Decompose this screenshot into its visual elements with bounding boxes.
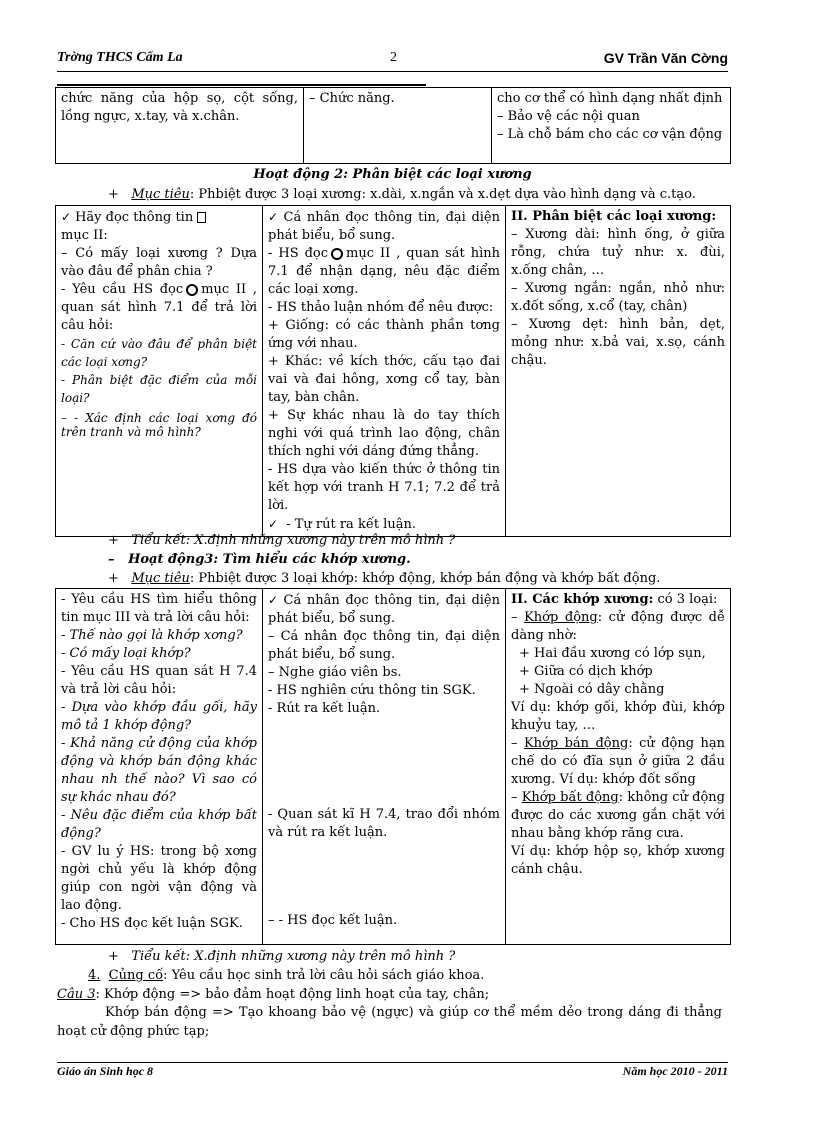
footer-rule <box>57 1062 728 1063</box>
circle-icon <box>186 284 198 296</box>
activity2-title: Hoạt động 2: Phân biệt các loại xương <box>253 167 532 182</box>
student-activity-col: ✓ Cá nhân đọc thông tin, đại diện phát biểu, bổ sung. – Cá nhân đọc thông tin, đại diện phát biểu, bổ sung. – Nghe giáo viên bs. - HS nghiên cứu thông tin SGK. - Rút ra kết luận. - Quan sát kĩ H 7.4, trao đổi nhóm và rút ra kết luận. – - HS đọc kết luận. <box>263 589 506 945</box>
table1-col3: cho cơ thể có hình dạng nhất định – Bảo vệ các nội quan – Là chỗ bám cho các cơ vận động <box>492 88 731 164</box>
circle-icon <box>331 248 343 260</box>
activity3-title: – Hoạt động3: Tìm hiểu các khớp xương. <box>108 552 411 567</box>
table-joints <box>55 588 731 945</box>
content-col: II. Phân biệt các loại xương: – Xương dài: hình ống, ở giữa rỗng, chứa tuỷ như: x. đùi, x.ống chân, … – Xương ngắn: ngắn, nhỏ như: x.đốt sống, x.cổ (tay, chân) – Xương dẹt: hình bản, dẹt, mỏng như: x.bả vai, x.sọ, cánh chậu. <box>506 206 731 537</box>
table1-col2: – Chức năng. <box>304 88 492 164</box>
content-col: II. Các khớp xương: có 3 loại: – Khớp động: cử động được dễ dàng nhờ: + Hai đầu xương có lớp sụn, + Giữa có dịch khớp + Ngoài có dây chằng Ví dụ: khớp gối, khớp đùi, khớp khuỷu tay, … – Khớp bán động: cử động hạn chế do có đĩa sụn ở giữa 2 đầu xương. Ví dụ: khớp đốt sống – Khớp bất động: không cử động được do các xương gắn chặt với nhau bằng khớp răng cưa. Ví dụ: khớp hộp sọ, khớp xương cánh chậu. <box>506 589 731 945</box>
page-number: 2 <box>390 50 397 65</box>
student-activity-col: ✓ Cá nhân đọc thông tin, đại diện phát biểu, bổ sung. - HS đọc mục II , quan sát hình 7.1 để nhận dạng, nêu đặc điểm các loại xơng. - HS thảo luận nhóm để nêu được: + Giống: có các thành phần tơng ứng với nhau. + Khác: về kích thớc, cấu tạo đai vai và đai hông, xơng cổ tay, bàn tay, bàn chân. + Sự khác nhau là do tay thích nghi với quá trình lao động, chân thích nghi với dáng đứng thẳng. - HS dựa vào kiến thức ở thông tin kết hợp với tranh H 7.1; 7.2 để trả lời. ✓ - Tự rút ra kết luận. <box>263 206 506 537</box>
check-icon: ✓ <box>268 210 280 224</box>
question-3-cont: Khớp bán động => Tạo khoang bảo vệ (ngực) và giúp cơ thể mềm dẻo trong dáng đi thẳng hoạt cử động phức tạp; <box>57 1005 722 1039</box>
school-name: Trờng THCS Cẩm La <box>57 50 183 65</box>
header-rule-short <box>57 84 426 86</box>
box-icon <box>197 212 206 223</box>
table-continuation <box>55 87 731 164</box>
table1-col1: chức năng của hộp sọ, cột sống, lồng ngực, x.tay, và x.chân. <box>56 88 304 164</box>
footer-right: Năm học 2010 - 2011 <box>622 1064 728 1078</box>
teacher-activity-col: ✓ Hãy đọc thông tin mục II: – Có mấy loại xương ? Dựa vào đâu để phân chia ? - Yêu cầu HS đọc mục II , quan sát hình 7.1 để trả lời câu hỏi: - Căn cứ vào đâu để phân biệt các loại xơng? - Phân biệt đặc điểm của mỗi loại? – - Xác định các loại xơng đó trên tranh và mô hình? <box>56 206 263 537</box>
teacher-name: GV Trần Văn Cờng <box>603 50 728 66</box>
check-icon: ✓ <box>268 517 279 531</box>
activity3-objective: + Mục tiêu: Phbiệt được 3 loại khớp: khớp động, khớp bán động và khớp bất động. <box>108 571 661 586</box>
summary-2: + Tiểu kết: X.định những xương này trên mô hình ? <box>108 533 456 548</box>
header-rule <box>57 71 728 72</box>
footer-left: Giáo án Sinh học 8 <box>57 1064 154 1078</box>
summary-3: + Tiểu kết: X.định những xương này trên mô hình ? <box>108 949 456 964</box>
page-header <box>57 50 728 70</box>
check-icon: ✓ <box>268 593 280 607</box>
activity2-objective: + Mục tiêu: Phbiệt được 3 loại xương: x.dài, x.ngắn và x.dẹt dựa vào hình dạng và c.tạo. <box>108 187 696 202</box>
teacher-activity-col: - Yêu cầu HS tìm hiểu thông tin mục III và trả lời câu hỏi: - Thế nào gọi là khớp xơng? - Có mấy loại khớp? - Yêu cầu HS quan sát H 7.4 và trả lời câu hỏi: - Dựa vào khớp đầu gối, hãy mô tả 1 khớp động? - Khả năng cử động của khớp động và khớp bán động khác nhau nh thế nào? Vì sao có sự khác nhau đó? - Nêu đặc điểm của khớp bất động? - GV lu ý HS: trong bộ xơng ngời chủ yếu là khớp động giúp con ngời vận động và lao động. - Cho HS đọc kết luận SGK. <box>56 589 263 945</box>
page-footer <box>57 1064 728 1080</box>
consolidation: 4. Củng cố: Yêu cầu học sinh trả lời câu hỏi sách giáo khoa. <box>88 968 485 983</box>
table-bone-types <box>55 205 731 537</box>
check-icon: ✓ <box>61 210 72 224</box>
question-3: Câu 3: Khớp động => bảo đảm hoạt động linh hoạt của tay, chân; <box>57 987 490 1002</box>
